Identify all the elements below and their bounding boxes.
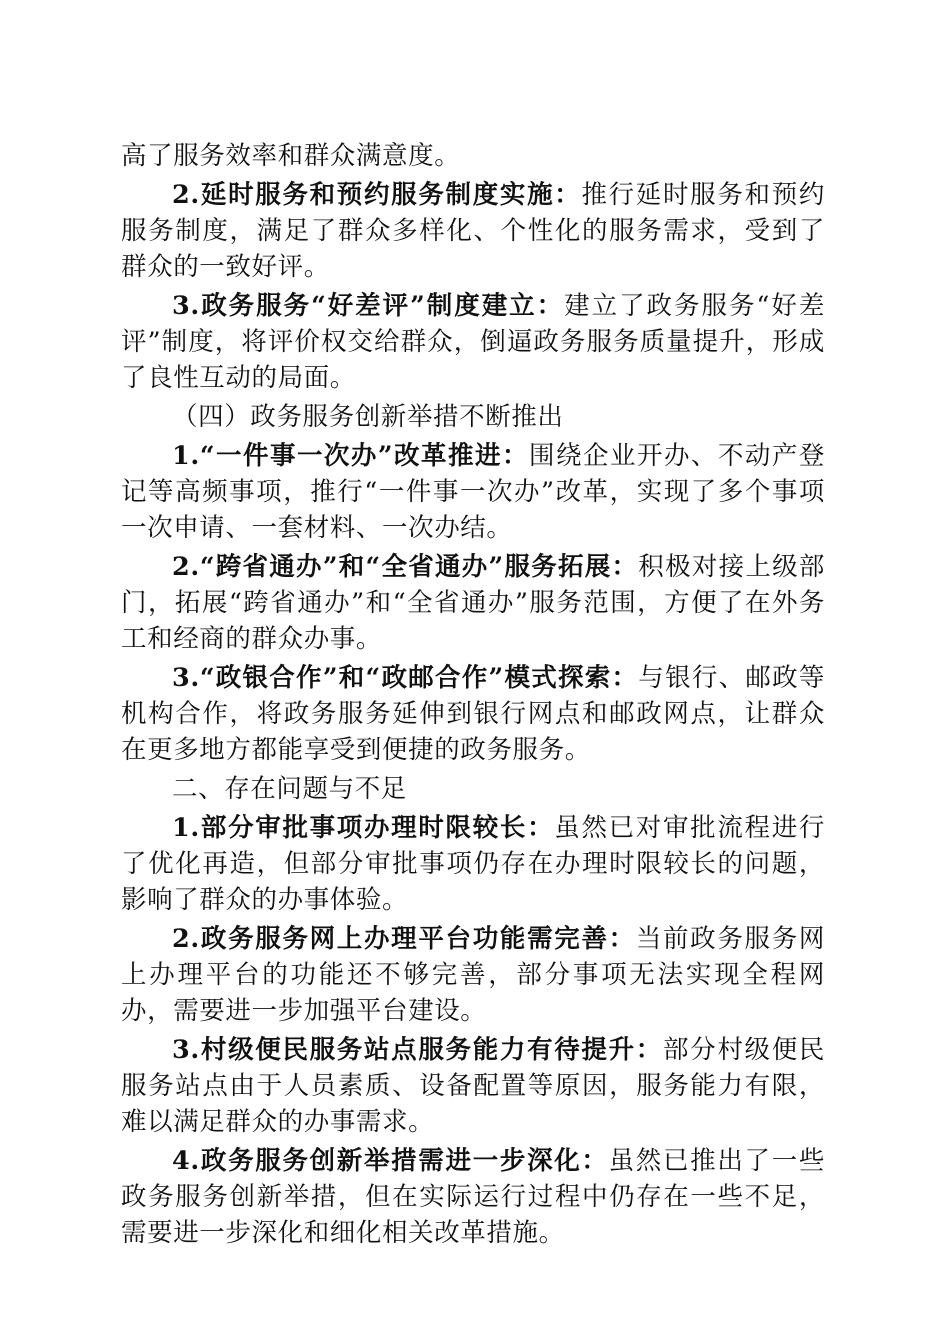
section-heading-problems: 二、存在问题与不足 — [172, 774, 407, 804]
paragraph-lead: 4.政务服务创新举措需进一步深化： — [172, 1146, 609, 1176]
paragraph-lead: 1.“一件事一次办”改革推进： — [172, 441, 529, 471]
paragraph-text: 高了服务效率和群众满意度。 — [121, 141, 461, 171]
paragraph-lead: 3.政务服务“好差评”制度建立： — [172, 291, 565, 321]
paragraph-text: 虽然已推出了一些政务服务创新举措，但在实际运行过程中仍存在一些不足，需要进一步深化和细化相关改革措施。 — [121, 1146, 825, 1248]
paragraph-text: 推行延时服务和预约服务制度，满足了群众多样化、个性化的服务需求，受到了群众的一致好评。 — [121, 180, 825, 282]
paragraph-village-stations — [121, 1032, 825, 1140]
paragraph-text: 部分村级便民服务站点由于人员素质、设备配置等原因，服务能力有限，难以满足群众的办事需求。 — [121, 1035, 825, 1137]
paragraph-text: 虽然已对审批流程进行了优化再造，但部分审批事项仍存在办理时限较长的问题，影响了群众的办事体验。 — [121, 813, 825, 915]
paragraph-continuation — [121, 138, 825, 174]
paragraph-bank-post-cooperation — [121, 660, 825, 768]
paragraph-text: 建立了政务服务“好差评”制度，将评价权交给群众，倒逼政务服务质量提升，形成了良性互动的局面。 — [121, 291, 825, 393]
paragraph-text: 当前政务服务网上办理平台的功能还不够完善，部分事项无法实现全程网办，需要进一步加强平台建设。 — [121, 924, 826, 1026]
document-page — [121, 138, 825, 1254]
paragraph-approval-time — [121, 810, 825, 918]
paragraph-text: 与银行、邮政等机构合作，将政务服务延伸到银行网点和邮政网点，让群众在更多地方都能享受到便捷的政务服务。 — [121, 663, 825, 765]
paragraph-text: 围绕企业开办、不动产登记等高频事项，推行“一件事一次办”改革，实现了多个事项一次申请、一套材料、一次办结。 — [121, 441, 825, 543]
paragraph-cross-province — [121, 549, 825, 657]
paragraph-text: 积极对接上级部门，拓展“跨省通办”和“全省通办”服务范围，方便了在外务工和经商的群众办事。 — [121, 552, 825, 654]
paragraph-online-platform — [121, 921, 825, 1029]
paragraph-lead: 2.“跨省通办”和“全省通办”服务拓展： — [172, 552, 639, 582]
paragraph-lead: 1.部分审批事项办理时限较长： — [172, 813, 555, 843]
paragraph-delayed-appointment-service — [121, 177, 825, 285]
paragraph-lead: 3.“政银合作”和“政邮合作”模式探索： — [172, 663, 639, 693]
paragraph-one-thing-once — [121, 438, 825, 546]
paragraph-lead: 3.村级便民服务站点服务能力有待提升： — [172, 1035, 663, 1065]
paragraph-good-bad-review — [121, 288, 825, 396]
paragraph-lead: 2.政务服务网上办理平台功能需完善： — [172, 924, 636, 954]
paragraph-deepen-innovation — [121, 1143, 825, 1251]
paragraph-lead: 2.延时服务和预约服务制度实施： — [172, 180, 582, 210]
section-heading-innovation: （四）政务服务创新举措不断推出 — [172, 402, 564, 432]
